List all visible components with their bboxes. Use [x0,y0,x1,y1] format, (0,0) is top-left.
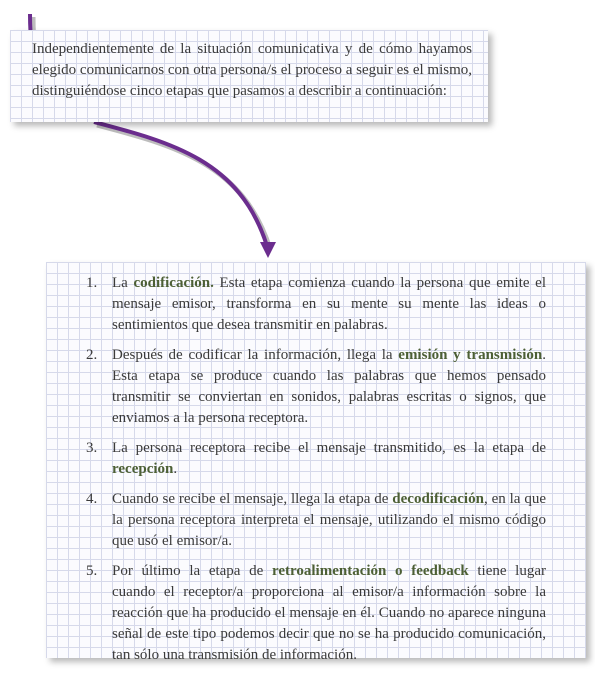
step-text: Cuando se recibe el mensaje, llega la etapa de [112,491,393,507]
step-text: La persona receptora recibe el mensaje transmitido, es la etapa de [112,440,546,456]
step-keyword: codificación. [133,275,214,291]
step-number: 2. [86,347,98,363]
intro-text: Independientemente de la situación comunicativa y de cómo hayamos elegido comunicarnos con otra persona/s el proceso a seguir es el mismo, distinguiéndose cinco etapas que pasamos a describir a continuación: [32,41,472,99]
step-text: Después de codificar la información, llega la [112,347,399,363]
arrow-head [260,242,276,258]
arrow-shadow-bottom [97,125,270,249]
step-keyword: retroalimentación o feedback [271,563,469,579]
step-text: Esta etapa comienza cuando la persona que emite el mensaje emisor, transforma en su mente su mente las ideas o sentimientos que desea transmitir en palabras. [112,275,546,333]
step-text: , en la que la persona receptora interpreta el mensaje, utilizando el mismo código que usó el emisor/a. [112,491,546,549]
step-keyword: emisión y transmisión [398,347,543,363]
step-keyword: recepción [112,461,174,477]
step-text: La [112,275,134,291]
step-number: 4. [86,491,98,507]
step-text: Por último la etapa de [112,563,272,579]
steps-box [46,262,586,663]
step-number: 3. [86,440,98,456]
step-item [86,438,546,480]
step-text: tiene lugar cuando el receptor/a proporciona al emisor/a información sobre la reacción que ha producido el mensaje en él. Cuando no aparece ninguna señal de este tipo podemos decir que no se ha producido comunicación, tan sólo una transmisión de información. [112,563,546,663]
steps-list [86,273,546,675]
step-item [86,345,546,429]
step-number: 5. [86,563,98,579]
step-item [86,561,546,666]
step-item [86,489,546,552]
step-text: . [173,461,178,477]
step-number: 1. [86,275,98,291]
step-item [86,273,546,336]
intro-box [10,30,488,122]
arrow-curve-bottom [94,122,267,246]
step-text: . Esta etapa se produce cuando las palabras que hemos pensado transmitir se conviertan en sonidos, palabras escritas o signos, que enviamos a la persona receptora. [112,347,547,426]
step-keyword: decodificación [392,491,484,507]
